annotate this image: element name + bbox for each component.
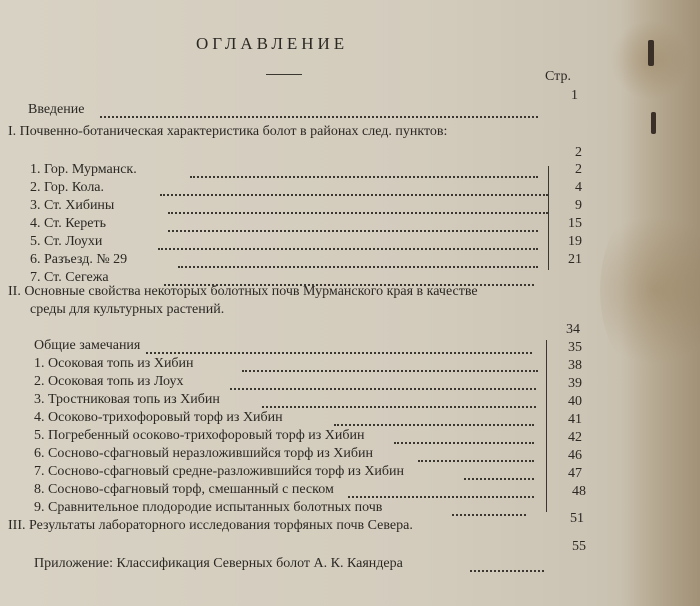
section-3-heading: III. Результаты лабораторного исследования торфяных почв Севера.: [8, 518, 413, 533]
toc-entry: 5. Ст. Лоухи: [30, 234, 103, 249]
page-column-header: Стр.: [545, 69, 571, 84]
toc-page: 35: [568, 340, 582, 355]
page-title: ОГЛАВЛЕНИЕ: [196, 34, 349, 53]
intro-label: Введение: [28, 102, 85, 117]
toc-entry: 1. Гор. Мурманск.: [30, 162, 137, 177]
dot-leader: [160, 194, 548, 196]
appendix-page: 55: [572, 539, 586, 554]
toc-page: 47: [568, 466, 582, 481]
toc-entry: 2. Гор. Кола.: [30, 180, 105, 195]
section-2-heading: II. Основные свойства некоторых болотных почв Мурманского края в качестве: [8, 284, 478, 299]
dot-leader: [470, 570, 544, 572]
toc-page: 42: [568, 430, 582, 445]
toc-entry: 9. Сравнительное плодородие испытанных болотных почв: [34, 500, 383, 515]
ink-mark: [651, 112, 656, 134]
toc-entry: 6. Сосново-сфагновый неразложившийся торф из Хибин: [34, 446, 374, 461]
toc-page: 9: [575, 198, 582, 213]
title-rule: [266, 74, 302, 75]
intro-page: 1: [571, 88, 578, 103]
ink-mark: [648, 40, 654, 66]
toc-page: 4: [575, 180, 582, 195]
toc-entry: Общие замечания: [34, 338, 141, 353]
toc-page: 19: [568, 234, 582, 249]
dot-leader: [464, 478, 534, 480]
toc-page: 46: [568, 448, 582, 463]
toc-entry: 2. Осоковая топь из Лоух: [34, 374, 184, 389]
toc-page: 39: [568, 376, 582, 391]
dot-leader: [230, 388, 536, 390]
section-1-page: 2: [575, 145, 582, 160]
bracket-line: [546, 340, 547, 512]
toc-entry: 3. Ст. Хибины: [30, 198, 115, 213]
toc-entry: 3. Тростниковая топь из Хибин: [34, 392, 220, 407]
dot-leader: [100, 116, 538, 118]
toc-entry: 5. Погребенный осоково-трихофоровый торф из Хибин: [34, 428, 365, 443]
toc-entry: 1. Осоковая топь из Хибин: [34, 356, 194, 371]
section-1-heading: I. Почвенно-ботаническая характеристика болот в районах след. пунктов:: [8, 124, 448, 139]
dot-leader: [348, 496, 534, 498]
toc-page: 21: [568, 252, 582, 267]
dot-leader: [190, 176, 538, 178]
toc-entry: 4. Осоково-трихофоровый торф из Хибин: [34, 410, 283, 425]
dot-leader: [178, 266, 538, 268]
toc-page: 2: [575, 162, 582, 177]
section-2-page: 34: [566, 322, 580, 337]
toc-page: 40: [568, 394, 582, 409]
dot-leader: [242, 370, 538, 372]
section-2-heading-line2: среды для культурных растений.: [30, 302, 225, 317]
dot-leader: [168, 212, 548, 214]
dot-leader: [168, 230, 538, 232]
toc-page: 41: [568, 412, 582, 427]
dot-leader: [334, 424, 534, 426]
dot-leader: [158, 248, 538, 250]
toc-entry: 7. Сосново-сфагновый средне-разложившийся торф из Хибин: [34, 464, 405, 479]
dot-leader: [146, 352, 532, 354]
stain: [600, 200, 700, 380]
toc-entry: 8. Сосново-сфагновый торф, смешанный с песком: [34, 482, 334, 497]
appendix-label: Приложение: Классификация Северных болот А. К. Каяндера: [34, 556, 403, 571]
dot-leader: [418, 460, 534, 462]
dot-leader: [262, 406, 536, 408]
toc-page: 48: [572, 484, 586, 499]
toc-page: 15: [568, 216, 582, 231]
toc-entry: 4. Ст. Кереть: [30, 216, 106, 231]
toc-entry: 6. Разъезд. № 29: [30, 252, 128, 267]
toc-entry: 7. Ст. Сегежа: [30, 270, 109, 285]
bracket-line: [548, 166, 549, 270]
toc-page: 51: [570, 511, 584, 526]
dot-leader: [394, 442, 534, 444]
dot-leader: [452, 514, 526, 516]
toc-page: 38: [568, 358, 582, 373]
